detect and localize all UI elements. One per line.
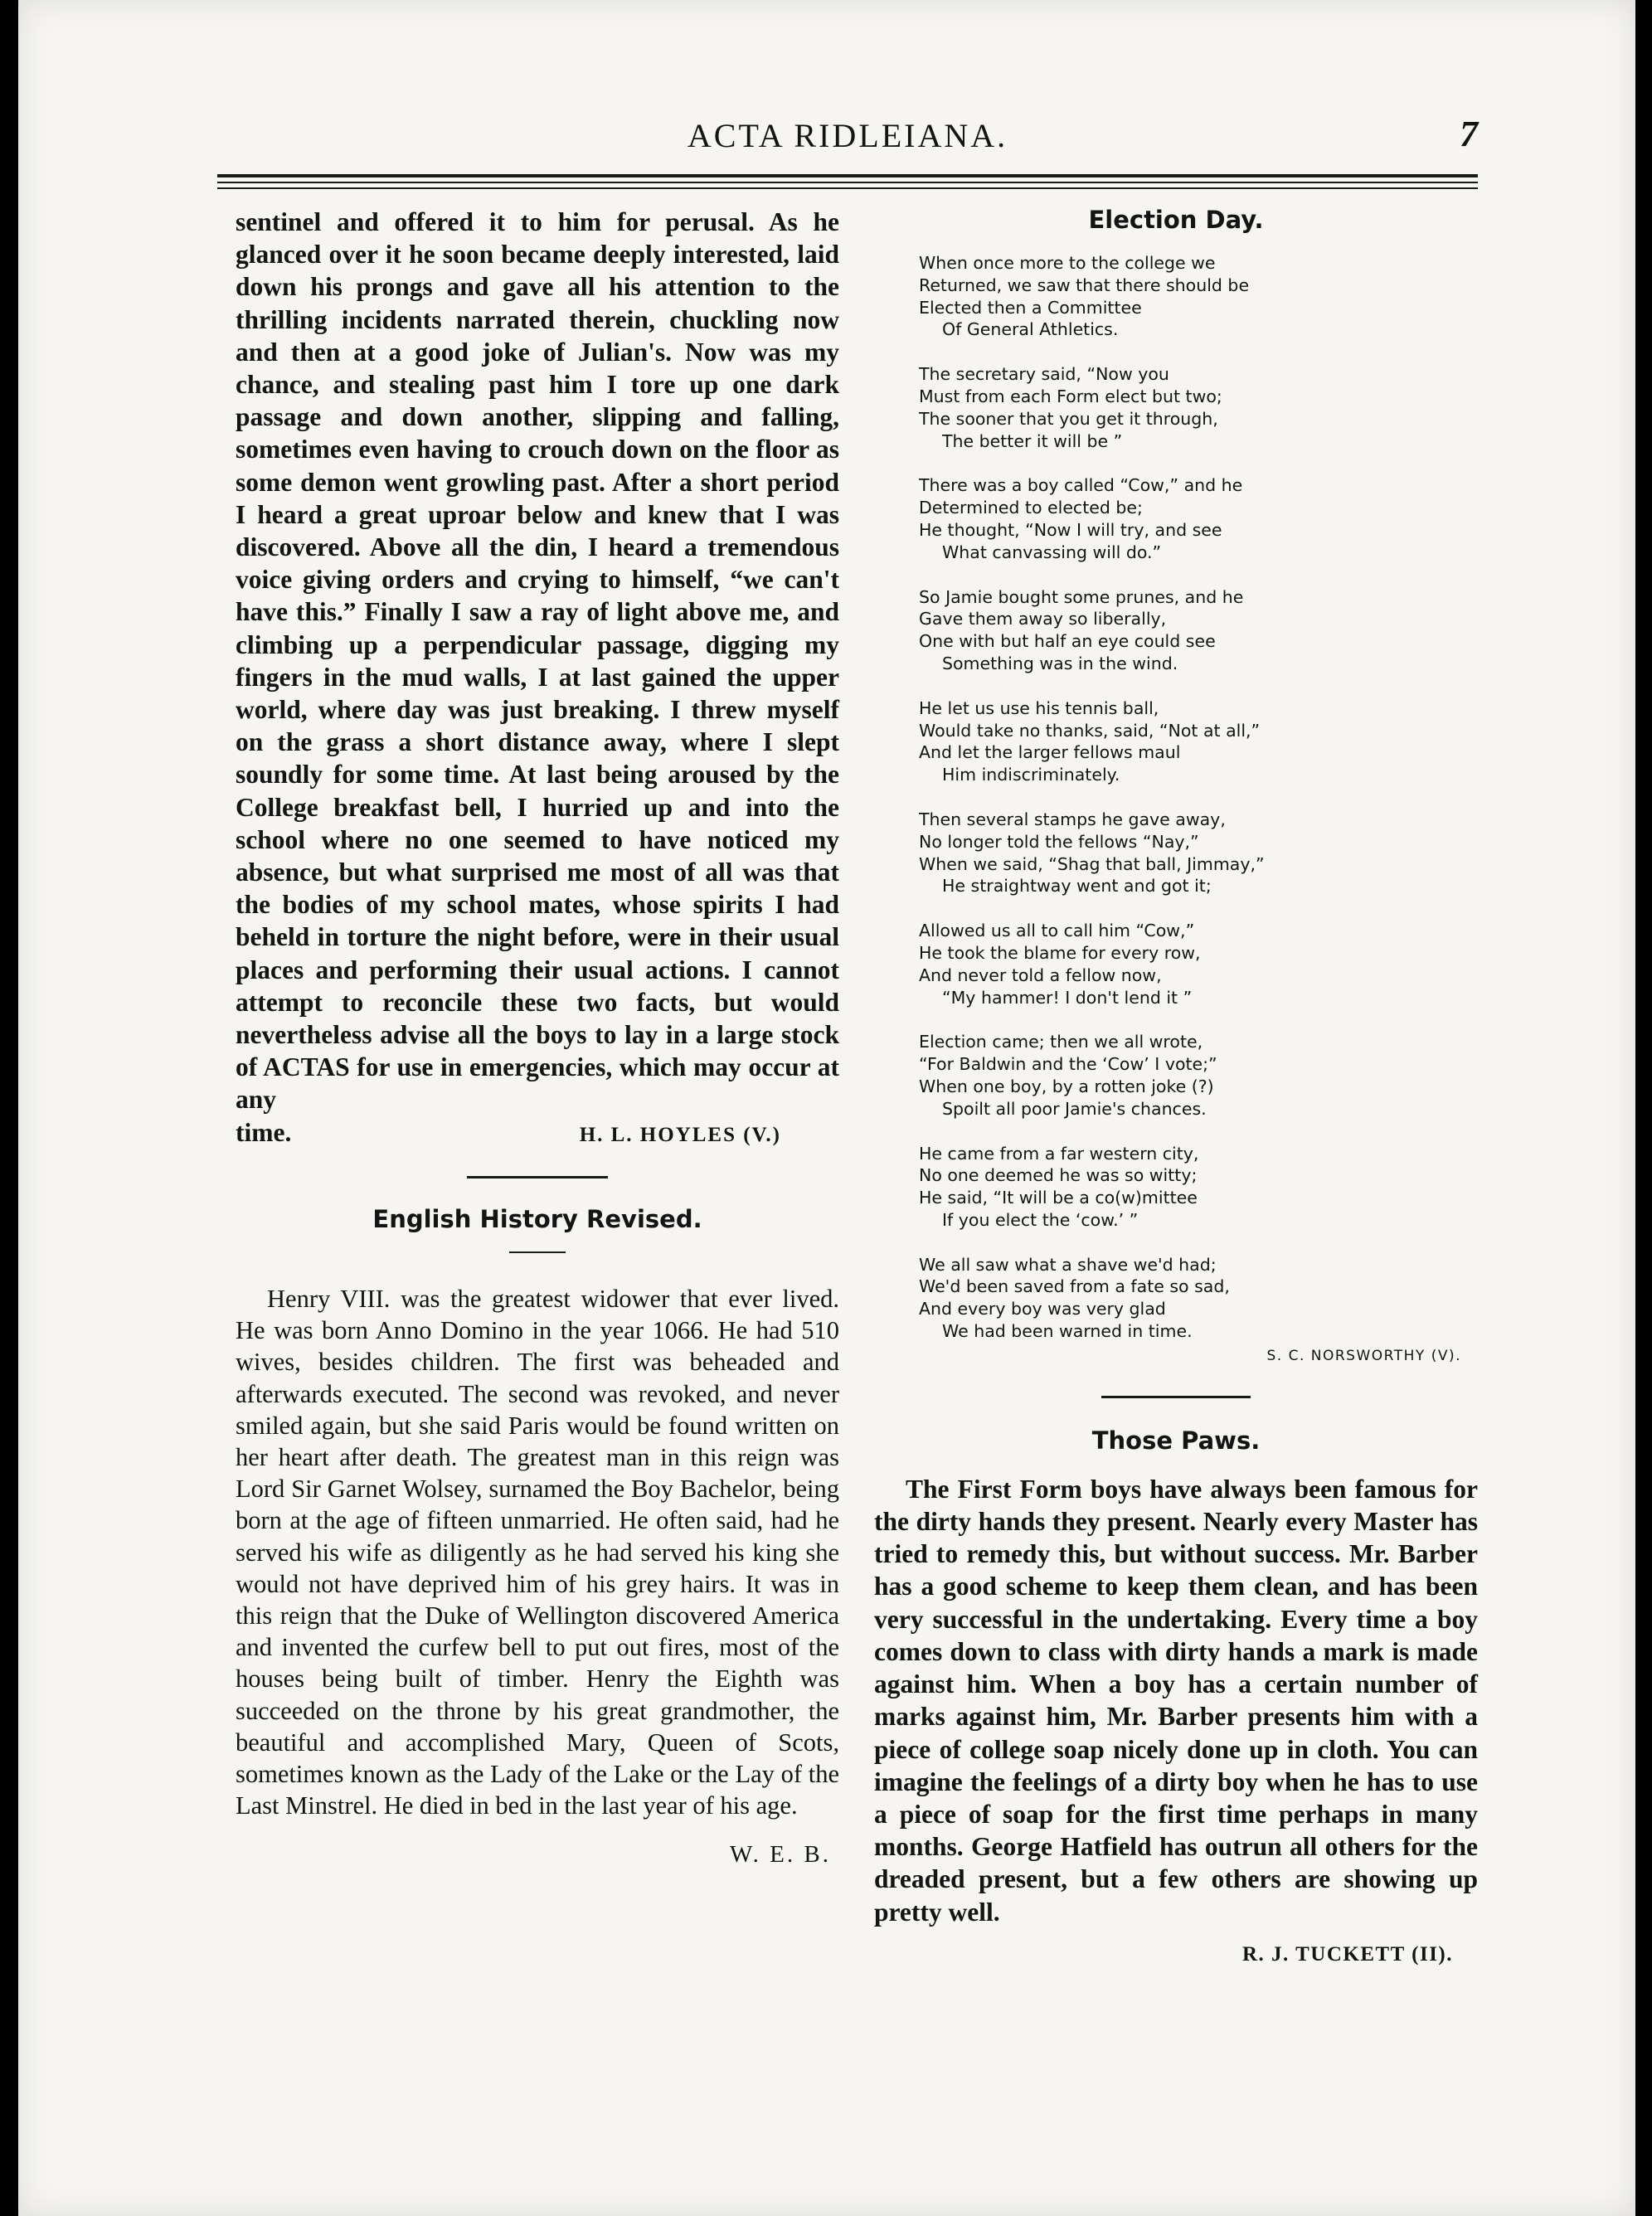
- verse-line: We'd been saved from a fate so sad,: [919, 1276, 1230, 1297]
- verse-line: And never told a fellow now,: [919, 965, 1162, 985]
- poem-stanza: [919, 920, 1478, 1008]
- verse-line: The sooner that you get it through,: [919, 408, 1218, 429]
- page-header: [217, 116, 1478, 166]
- poem-stanza: [919, 586, 1478, 675]
- running-title: ACTA RIDLEIANA.: [687, 117, 1008, 154]
- poem-stanza: [919, 1143, 1478, 1232]
- verse-line: So Jamie bought some prunes, and he: [919, 586, 1244, 607]
- story-last-word: time.: [236, 1117, 292, 1147]
- verse-line: “My hammer! I don't lend it ”: [942, 987, 1193, 1008]
- verse-line: Him indiscriminately.: [942, 765, 1120, 785]
- story-signature: H. L. HOYLES (V.): [579, 1123, 781, 1146]
- header-rule: [217, 174, 1478, 177]
- verse-line: We had been warned in time.: [942, 1321, 1193, 1342]
- section-divider: [1101, 1396, 1251, 1398]
- verse-line: The better it will be ”: [942, 430, 1123, 451]
- verse-line: Must from each Form elect but two;: [919, 386, 1222, 406]
- verse-line: When once more to the college we: [919, 253, 1216, 273]
- poem-stanza: [919, 363, 1478, 452]
- verse-line: There was a boy called “Cow,” and he: [919, 475, 1243, 496]
- verse-line: No longer told the fellows “Nay,”: [919, 831, 1199, 852]
- verse-line: “For Baldwin and the ‘Cow’ I vote;”: [919, 1054, 1217, 1075]
- verse-line: And let the larger fellows maul: [919, 742, 1181, 763]
- story-sign-line: [236, 1116, 839, 1151]
- verse-line: He said, “It will be a co(w)mittee: [919, 1188, 1198, 1208]
- election-signature: S. C. NORSWORTHY (V).: [1266, 1347, 1461, 1364]
- verse-line: The secretary said, “Now you: [919, 364, 1169, 385]
- verse-line: No one deemed he was so witty;: [919, 1165, 1198, 1186]
- verse-line: Would take no thanks, said, “Not at all,”: [919, 720, 1261, 741]
- poem-stanza: [919, 474, 1478, 563]
- poem-stanza: [919, 1254, 1478, 1343]
- left-column: [236, 206, 839, 1869]
- verse-line: He came from a far western city,: [919, 1143, 1199, 1164]
- verse-line: When one boy, by a rotten joke (?): [919, 1076, 1214, 1096]
- story-continuation: sentinel and offered it to him for perusal. As he glanced over it he soon became deeply interested, laid down his prongs and gave all his attention to the thrilling incidents narrated therein, chuckling now and then at a good joke of Julian's. Now was my chance, and stealing past him I tore up one dark passage and down another, slipping and falling, sometimes even having to crouch down on the floor as some demon went growling past. After a short period I heard a great uproar below and knew that I was discovered. Above all the din, I heard a tremendous voice giving orders and crying to himself, “we can't have this.” Finally I saw a ray of light above me, and climbing up a perpendicular passage, digging my fingers in the mud walls, I at last gained the upper world, where day was just breaking. I threw myself on the grass a short distance away, where I slept soundly for some time. At last being aroused by the College breakfast bell, I hurried up and into the school where no one seemed to have noticed my absence, but what surprised me most of all was that the bodies of my school mates, whose spirits I had beheld in torture the night before, were in their usual places and performing their usual actions. I cannot attempt to reconcile these two facts, but would nevertheless advise all the boys to lay in a large stock of ACTAS for use in emergencies, which may occur at any: [236, 207, 839, 1115]
- right-column: [874, 206, 1478, 1966]
- header-rule-thin: [217, 182, 1478, 183]
- verse-line: Something was in the wind.: [942, 653, 1178, 673]
- verse-line: And every boy was very glad: [919, 1299, 1166, 1319]
- poem-stanza: [919, 1031, 1478, 1120]
- verse-line: We all saw what a shave we'd had;: [919, 1254, 1217, 1275]
- verse-line: Gave them away so liberally,: [919, 609, 1167, 629]
- verse-line: Elected then a Committee: [919, 297, 1142, 318]
- history-body: Henry VIII. was the greatest widower that ever lived. He was born Anno Domino in the year 1066. He had 510 wives, besides children. The first was beheaded and afterwards executed. The second was revoked, and never smiled again, but she said Paris would be found written on her heart after death. The greatest man in this reign was Lord Sir Garnet Wolsey, surnamed the Boy Bachelor, being born at the age of fifteen unmarried. He often said, had he served his wife as diligently as he had served his king she would not have deprived him of his grey hairs. It was in this reign that the Duke of Wellington discovered America and invented the curfew bell to put out fires, most of the houses being built of timber. Henry the Eighth was succeeded on the throne by his great grandmother, the beautiful and accomplished Mary, Queen of Scots, sometimes known as the Lady of the Lake or the Lay of the Last Minstrel. He died in bed in the last year of his age.: [236, 1284, 839, 1820]
- verse-line: One with but half an eye could see: [919, 631, 1216, 652]
- election-poem: [874, 252, 1478, 1343]
- verse-line: Spoilt all poor Jamie's chances.: [942, 1098, 1207, 1119]
- section-divider: [467, 1176, 608, 1178]
- election-title: Election Day.: [1088, 206, 1264, 234]
- verse-line: He thought, “Now I will try, and see: [919, 519, 1222, 540]
- paws-body: The First Form boys have always been famous for the dirty hands they present. Nearly every Master has tried to remedy this, but without success. Mr. Barber has a good scheme to keep them clean, and has been very successful in the undertaking. Every time a boy comes down to class with dirty hands a mark is made against him. When a boy has a certain number of marks against him, Mr. Barber presents him with a piece of college soap nicely done up in cloth. You can imagine the feelings of a dirty boy when he has to use a piece of soap for the first time perhaps in many months. George Hatfield has outrun all others for the dreaded present, but a few others are showing up pretty well.: [874, 1474, 1478, 1927]
- verse-line: Allowed us all to call him “Cow,”: [919, 921, 1195, 941]
- verse-line: Returned, we saw that there should be: [919, 275, 1250, 295]
- verse-line: He straightway went and got it;: [942, 876, 1212, 897]
- verse-line: He took the blame for every row,: [919, 942, 1201, 963]
- poem-stanza: [919, 809, 1478, 897]
- paws-signature: R. J. TUCKETT (II).: [1241, 1942, 1453, 1966]
- header-rule-thin: [217, 187, 1478, 189]
- history-title: English History Revised.: [372, 1204, 702, 1233]
- page-number: 7: [1460, 114, 1478, 154]
- verse-line: Of General Athletics.: [942, 319, 1119, 340]
- verse-line: What canvassing will do.”: [942, 542, 1162, 562]
- title-underline: [509, 1251, 566, 1253]
- verse-line: Election came; then we all wrote,: [919, 1032, 1203, 1052]
- verse-line: If you elect the ‘cow.’ ”: [942, 1209, 1139, 1230]
- paws-title: Those Paws.: [1091, 1426, 1261, 1455]
- magazine-page: [18, 0, 1635, 2216]
- poem-stanza: [919, 252, 1478, 341]
- verse-line: He let us use his tennis ball,: [919, 697, 1159, 718]
- verse-line: Determined to elected be;: [919, 498, 1143, 518]
- verse-line: When we said, “Shag that ball, Jimmay,”: [919, 853, 1265, 874]
- verse-line: Then several stamps he gave away,: [919, 809, 1226, 829]
- history-signature: W. E. B.: [729, 1841, 831, 1869]
- poem-stanza: [919, 697, 1478, 786]
